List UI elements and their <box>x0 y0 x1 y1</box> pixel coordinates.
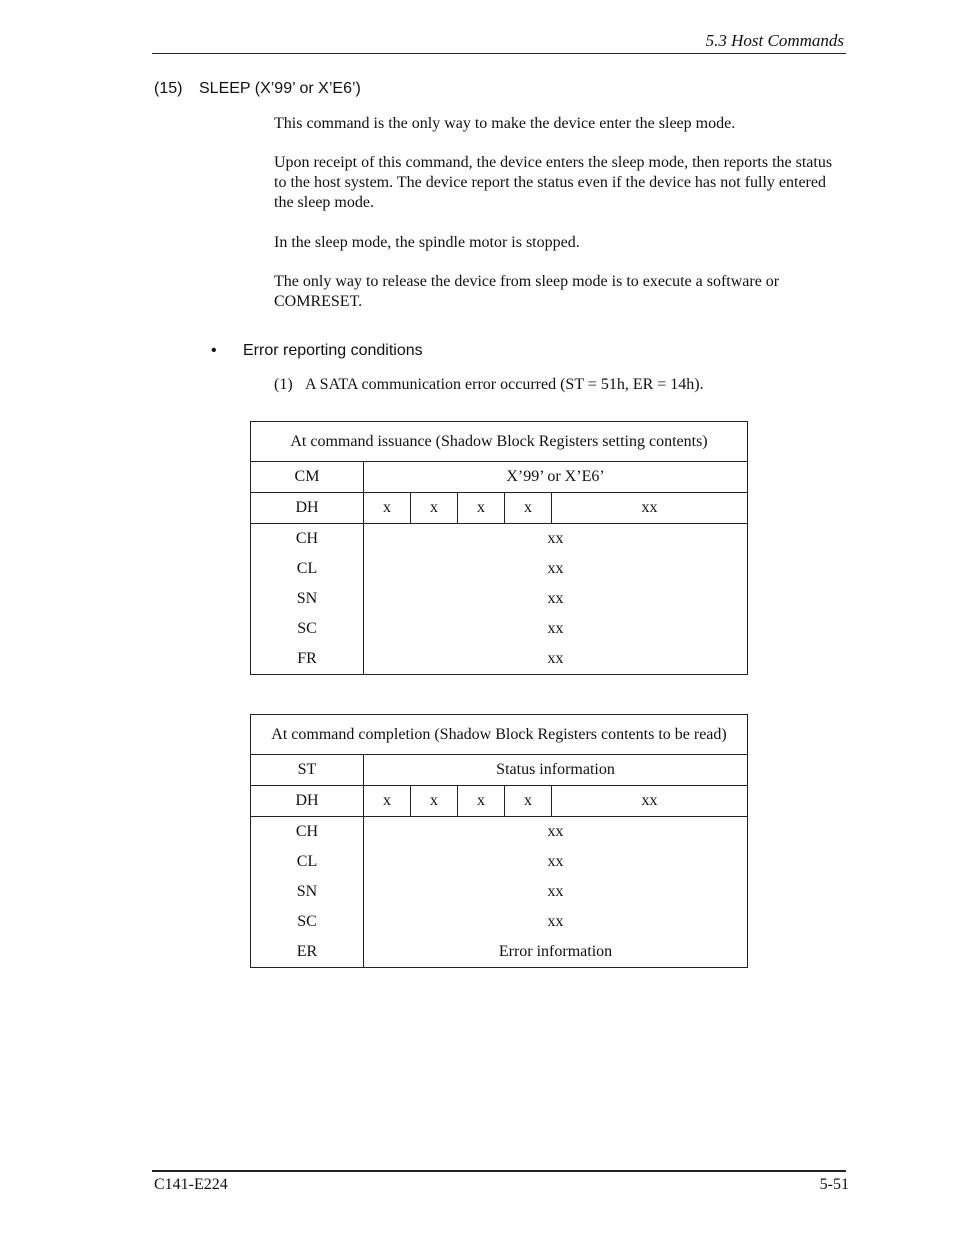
register-value: xx <box>547 823 564 840</box>
completion-register-table <box>250 714 748 968</box>
register-label: DH <box>251 786 364 817</box>
register-value: Error information <box>498 943 613 960</box>
register-label: FR <box>251 644 364 675</box>
register-value: xx <box>547 590 564 607</box>
register-value: xx <box>547 853 564 870</box>
section-title <box>154 80 361 98</box>
register-label: SC <box>251 907 364 937</box>
register-value: Status information <box>364 755 748 786</box>
register-label: SC <box>251 614 364 644</box>
completion-table-caption: At command completion (Shadow Block Registers contents to be read) <box>251 715 748 755</box>
dh-bit: x <box>364 786 411 817</box>
bullet-symbol: • <box>211 342 217 359</box>
condition-number: (1) <box>274 376 293 393</box>
issuance-table-caption: At command issuance (Shadow Block Registers setting contents) <box>251 422 748 462</box>
paragraph-1: This command is the only way to make the device enter the sleep mode. <box>274 115 736 132</box>
register-label: SN <box>251 877 364 907</box>
condition-item <box>274 376 704 394</box>
register-label: SN <box>251 584 364 614</box>
register-label: CL <box>251 554 364 584</box>
register-value: xx <box>547 913 564 930</box>
document-id: C141-E224 <box>154 1176 228 1193</box>
paragraph-3: In the sleep mode, the spindle motor is stopped. <box>274 234 580 251</box>
register-value: xx <box>547 620 564 637</box>
dh-bit: x <box>505 493 552 524</box>
register-label: CM <box>251 462 364 493</box>
dh-bit: x <box>411 786 458 817</box>
section-title-text: SLEEP (X’99’ or X’E6’) <box>199 80 361 97</box>
bullet-text: Error reporting conditions <box>243 342 423 359</box>
register-value: X’99’ or X’E6’ <box>364 462 748 493</box>
header-rule <box>152 53 846 54</box>
issuance-register-table <box>250 421 748 675</box>
register-label: ST <box>251 755 364 786</box>
paragraph-4: The only way to release the device from sleep mode is to execute a software or COMRESET. <box>274 273 780 310</box>
register-label: CH <box>251 524 364 555</box>
dh-bit: x <box>364 493 411 524</box>
dh-bit: x <box>458 493 505 524</box>
footer-rule <box>152 1170 846 1172</box>
condition-text: A SATA communication error occurred (ST = 51h, ER = 14h). <box>305 376 704 393</box>
register-label: DH <box>251 493 364 524</box>
register-value: xx <box>547 650 564 667</box>
page-number: 5-51 <box>819 1176 849 1193</box>
register-label: ER <box>251 937 364 968</box>
dh-bit: x <box>505 786 552 817</box>
register-value: xx <box>547 530 564 547</box>
dh-bit: x <box>458 786 505 817</box>
paragraph-2: Upon receipt of this command, the device enters the sleep mode, then reports the status to the host system. The device report the status even if the device has not fully entered the sleep mode. <box>274 154 833 211</box>
register-label: CH <box>251 817 364 848</box>
dh-bit: x <box>411 493 458 524</box>
running-header: 5.3 Host Commands <box>705 31 844 50</box>
register-value: xx <box>547 560 564 577</box>
register-label: CL <box>251 847 364 877</box>
bullet-error-reporting <box>211 342 423 360</box>
register-value: xx <box>552 493 748 524</box>
register-value: xx <box>552 786 748 817</box>
register-value: xx <box>547 883 564 900</box>
section-number: (15) <box>154 80 183 97</box>
